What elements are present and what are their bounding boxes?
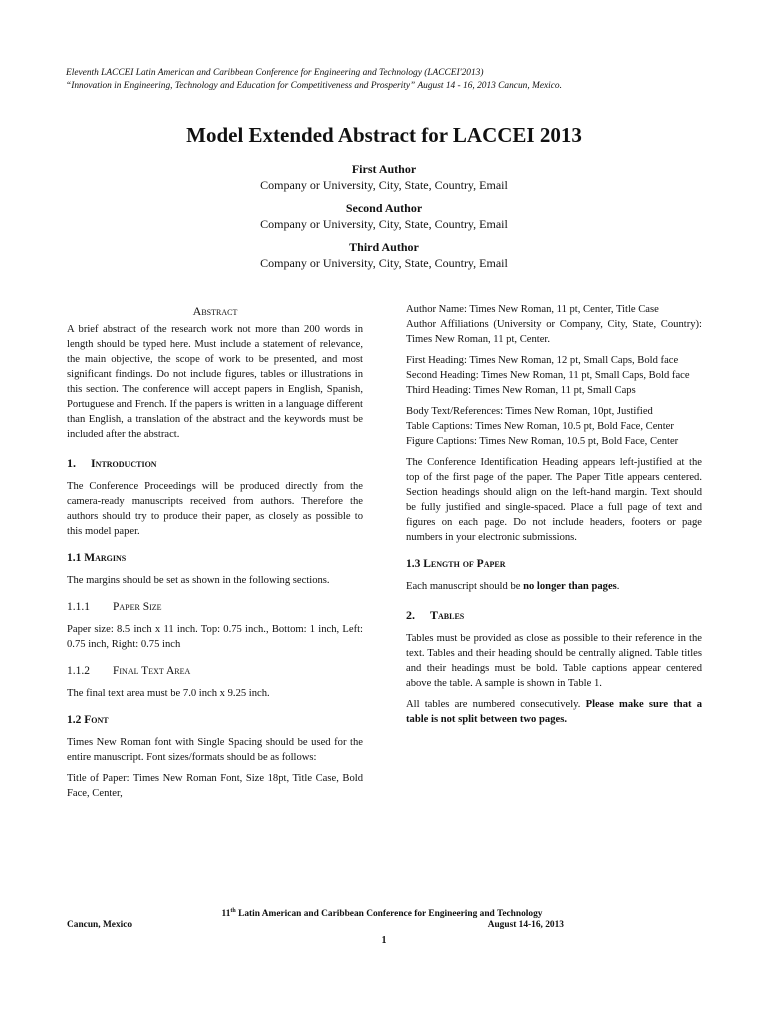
margins-heading: 1.1 Margins [67,552,127,564]
font-heading: 1.2 Font [67,714,109,726]
length-text-end: . [616,581,620,592]
third-heading-format: Third Heading: Times New Roman, 11 pt, Small Caps [406,385,636,396]
footer-row [67,920,564,930]
final-text-area-heading [67,664,363,679]
right-column [406,302,702,733]
figure-caption-format: Figure Captions: Times New Roman, 10.5 pt, Bold Face, Center [406,436,679,447]
tables-heading [406,608,702,623]
body-text-format: Body Text/References: Times New Roman, 10pt, Justified [406,406,653,417]
length-text-emphasis: no longer than pages [523,581,617,592]
first-heading-format: First Heading: Times New Roman, 12 pt, Small Caps, Bold face [406,355,679,366]
author-name: First Author [351,162,417,176]
author-3 [0,240,768,271]
section-title: Paper Size [113,601,162,613]
conference-header-line2: “Innovation in Engineering, Technology and Education for Competitiveness and Prosperity” August 14 - 16, 2013 Cancun, Mexico. [66,81,562,91]
introduction-heading [67,456,363,471]
section-number: 2. [406,608,415,622]
table-caption-format: Table Captions: Times New Roman, 10.5 pt, Bold Face, Center [406,421,674,432]
section-title: Final Text Area [113,665,191,677]
author-list [0,162,768,279]
left-column [67,302,363,807]
footer-ordinal: 11 [221,909,231,920]
paper-title: Model Extended Abstract for LACCEI 2013 [186,123,582,147]
author-2 [0,201,768,232]
author-affiliation-format: Author Affiliations (University or Company, City, State, Country): Times New Roman, 11 pt, Center. [406,319,702,345]
footer-dates: August 14-16, 2013 [487,920,564,931]
tables-numbering-text [406,697,702,727]
length-text-start: Each manuscript should be [406,581,524,592]
author-affiliation: Company or University, City, State, Country, Email [260,216,508,231]
tables-text: Tables must be provided as close as possible to their reference in the text. Tables and their heading should be centrally aligned. Table titles and their headings must be bold. Table captions appear centered above the table. A sample is shown in Table 1. [406,633,702,689]
section-title: Tables [430,608,465,622]
tables-numbering-emphasis: Please make sure that a table is not split between two pages. [406,699,702,725]
margins-text: The margins should be set as shown in the following sections. [67,575,330,586]
length-heading: 1.3 Length of Paper [406,558,506,570]
section-number: 1.1.1 [67,601,90,613]
footer-ordinal-suffix: th [230,908,236,914]
section-title: Introduction [91,456,157,470]
footer-conference-name: Latin American and Caribbean Conference for Engineering and Technology [235,909,543,920]
author-name: Third Author [349,240,419,254]
conference-header [66,67,706,93]
conference-id-text: The Conference Identification Heading appears left-justified at the top of the first page of the paper. The Paper Title appears centered. Section headings should align on the left-hand margin. Text should be fully justified and single-spaced. Place a full page of text and figures on each page. Do not include headers, footers or page numbers in your electronic submissions. [406,457,702,543]
final-text-area-text: The final text area must be 7.0 inch x 9.25 inch. [67,688,270,699]
tables-numbering-start: All tables are numbered consecutively. [406,699,586,710]
length-text [406,579,702,594]
paper-size-heading [67,600,363,615]
second-heading-format: Second Heading: Times New Roman, 11 pt, Small Caps, Bold face [406,370,690,381]
abstract-heading: Abstract [192,304,238,318]
page-number: 1 [381,935,387,946]
conference-header-line1: Eleventh LACCEI Latin American and Caribbean Conference for Engineering and Technology (LACCEI'2013) [66,68,484,78]
abstract-text: A brief abstract of the research work not more than 200 words in length should be typed here. Must include a statement of relevance, the main objective, the scope of work to be presented, and most significant findings. Do not include figures, tables or illustrations in this section. The conference will accept papers in English, Spanish, Portuguese and French. If the papers is written in a language different than English, a translation of the abstract and the keywords must be included after the abstract. [67,324,363,440]
author-affiliation: Company or University, City, State, Country, Email [260,255,508,270]
author-affiliation: Company or University, City, State, Country, Email [260,177,508,192]
author-name: Second Author [345,201,423,215]
footer-conference [67,908,697,919]
page-footer [67,908,697,930]
paper-size-text: Paper size: 8.5 inch x 11 inch. Top: 0.75 inch., Bottom: 1 inch, Left: 0.75 inch, Right: 0.75 inch [67,624,363,650]
section-number: 1.1.2 [67,665,90,677]
author-name-format: Author Name: Times New Roman, 11 pt, Center, Title Case [406,304,659,315]
font-text: Times New Roman font with Single Spacing should be used for the entire manuscript. Font sizes/formats should be as follows: [67,737,363,763]
author-1 [0,162,768,193]
title-format-text: Title of Paper: Times New Roman Font, Size 18pt, Title Case, Bold Face, Center, [67,773,363,799]
introduction-text: The Conference Proceedings will be produced directly from the camera-ready manuscripts received from authors. Therefore the authors should try to produce their paper, as closely as possible to this model paper. [67,481,363,537]
footer-location: Cancun, Mexico [67,920,133,931]
section-number: 1. [67,456,76,470]
